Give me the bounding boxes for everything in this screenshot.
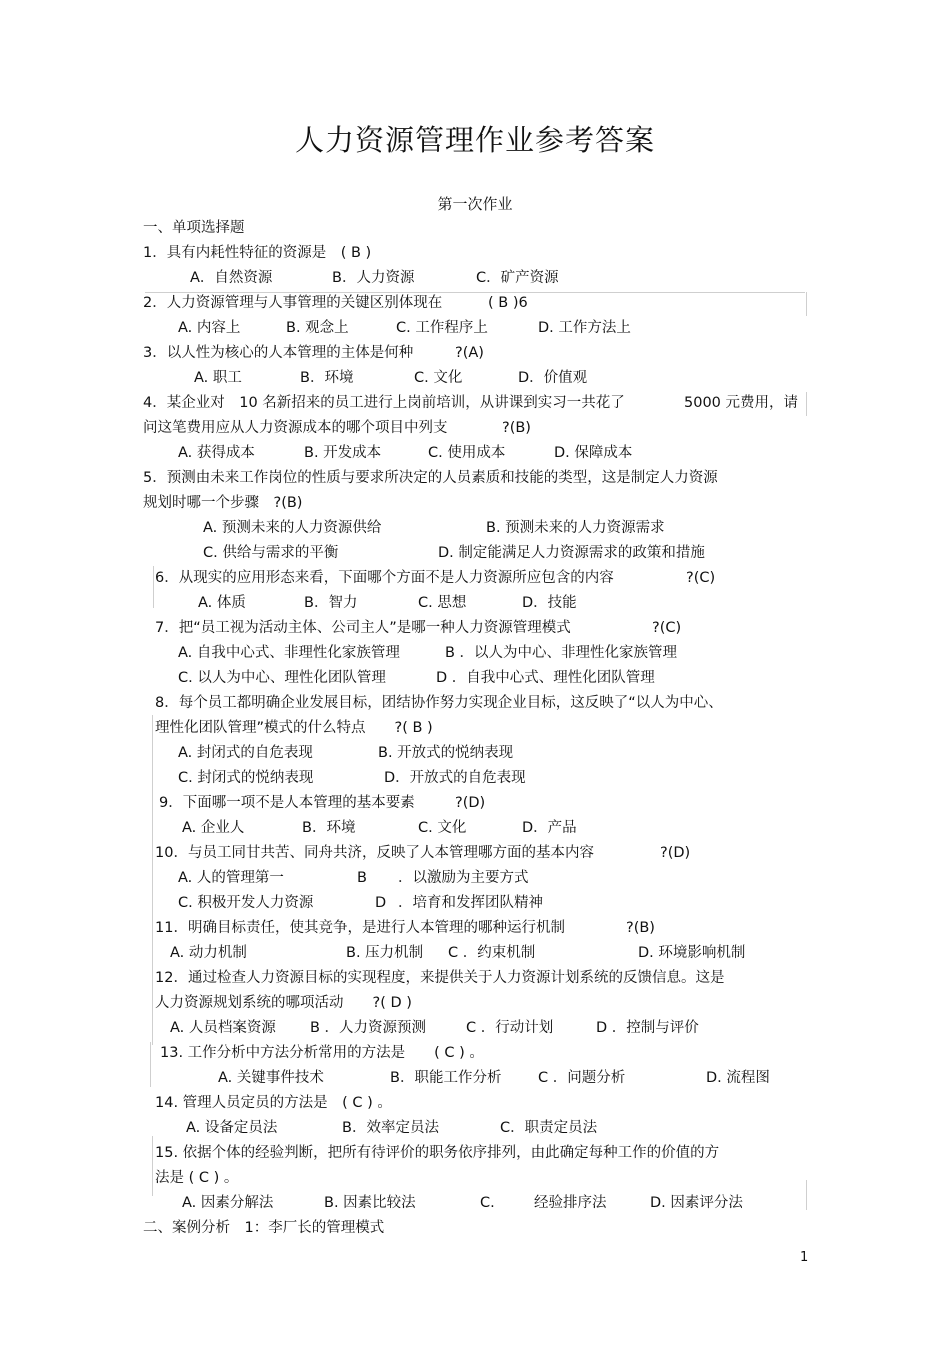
section-heading: 二、案例分析 1：李厂长的管理模式 [143,1220,385,1236]
question-15: 15. 依据个体的经验判断，把所有待评价的职务依序排列，由此确定每种工作的价值的方 [155,1145,720,1161]
option-b: B. 因素比较法 [324,1195,416,1211]
margin-line [152,1136,153,1196]
option-d: D [375,895,387,911]
question-5: 5．预测由未来工作岗位的性质与要求所决定的人员素质和技能的类型，这是制定人力资源 [143,470,718,486]
question-5-cont: 规划时哪一个步骤 ?(B) [143,495,303,511]
option-c: C. 使用成本 [428,445,506,461]
option-c: C. 文化 [418,820,467,836]
option-d: D．价值观 [518,370,588,386]
option-a: A. 人员档案资源 [170,1020,276,1036]
option-c: C ．行动计划 [466,1020,554,1036]
option-d: D ．自我中心式、理性化团队管理 [436,670,655,686]
option-b: B．环境 [300,370,354,386]
margin-line [150,1042,151,1087]
option-c: C ．约束机制 [448,945,536,961]
option-c-text: 经验排序法 [534,1195,607,1211]
question-15-cont: 法是 ( C ) 。 [155,1170,239,1186]
option-b-text: ．以激励为主要方式 [398,870,529,886]
option-b: B. 开放式的悦纳表现 [378,745,514,761]
option-b: B [357,870,367,886]
option-a: A. 关键事件技术 [218,1070,324,1086]
document-page: 人力资源管理作业参考答案 第一次作业 一、单项选择题 1．具有内耗性特征的资源是 ( B ) A．自然资源 B．人力资源 C．矿产资源 2．人力资源管理与人事管理的关键区别体现在 ( B )6 A. 内容上 B. 观念上 C. 工作程序上 D. 工作方法上 3．以人性为核心的人本管理的主体是何种 ?(A) A. 职工 B．环境 C. 文化 D．价值观 4．某企业对 10 名新招来的员工进行上岗前培训，从讲课到实习一共花了 5000 元费用，请 问这笔费用应从人力资源成本的哪个项目中列支 ?(B) A. 获得成本 B. 开发成本 C. 使用成本 D. 保障成本 5．预测由未来工作岗位的性质与要求所决定的人员素质和技能的类型，这是制定人力资源 规划时哪一个步骤 ?(B) A. 预测未来的人力资源供给 B. 预测未来的人力资源需求 C. 供给与需求的平衡 D. 制定能满足人力资源需求的政策和措施 6．从现实的应用形态来看，下面哪个方面不是人力资源所应包含的内容 ?(C) A. 体质 B．智力 C. 思想 D．技能 7．把“员工视为活动主体、公司主人”是哪一种人力资源管理模式 ?(C) A. 自我中心式、非理性化家族管理 B ．以人为中心、非理性化家族管理 C. 以人为中心、理性化团队管理 D ．自我中心式、理性化团队管理 8．每个员工都明确企业发展目标，团结协作努力实现企业目标，这反映了“以人为中心、 理性化团队管理”模式的什么特点 ?( B ) A. 封闭式的自危表现 B. 开放式的悦纳表现 C. 封闭式的悦纳表现 D．开放式的自危表现 9．下面哪一项不是人本管理的基本要素 ?(D) A. 企业人 B．环境 C. 文化 D．产品 10．与员工同甘共苦、同舟共济，反映了人本管理哪方面的基本内容 ?(D) A. 人的管理第一 B ．以激励为主要方式 C. 积极开发人力资源 D ．培育和发挥团队精神 11．明确目标责任，使其竞争，是进行人本管理的哪种运行机制 ?(B) A. 动力机制 B. 压力机制 C ．约束机制 D. 环境影响机制 12．通过检查人力资源目标的实现程度，来提供关于人力资源计划系统的反馈信息。这是 人力资源规划系统的哪项活动 ?( D ) A. 人员档案资源 B ．人力资源预测 C ．行动计划 D ．控制与评价 13. 工作分析中方法分析常用的方法是 ( C ) 。 A. 关键事件技术 B．职能工作分析 C ．问题分析 D. 流程图 14. 管理人员定员的方法是 ( C ) 。 A. 设备定员法 B．效率定员法 C．职责定员法 15. 依据个体的经验判断，把所有待评价的职务依序排列，由此确定每种工作的价值的方 法是 ( C ) 。 A. 因素分解法 B. 因素比较法 C. 经验排序法 D. 因素评分法 二、案例分析 1：李厂长的管理模式 1 [0,0,950,1345]
option-d: D ．控制与评价 [596,1020,699,1036]
margin-line [152,715,153,1045]
option-d: D. 保障成本 [554,445,633,461]
question-14: 14. 管理人员定员的方法是 ( C ) 。 [155,1095,392,1111]
option-c: C. [480,1195,495,1211]
option-c: C. 思想 [418,595,467,611]
option-d: D. 因素评分法 [650,1195,743,1211]
option-b: B. 开发成本 [304,445,382,461]
option-c: C. 以人为中心、理性化团队管理 [178,670,386,686]
option-a: A. 企业人 [182,820,245,836]
option-c: C ．问题分析 [538,1070,626,1086]
page-title: 人力资源管理作业参考答案 [294,123,655,157]
option-a: A. 动力机制 [170,945,247,961]
option-d: D．技能 [522,595,577,611]
option-d: D．产品 [522,820,577,836]
option-c: C．矿产资源 [476,270,559,286]
margin-line [806,1180,807,1210]
option-b: B．环境 [302,820,356,836]
option-b: B．智力 [304,595,358,611]
option-a: A. 职工 [194,370,242,386]
option-b: B．职能工作分析 [390,1070,502,1086]
question-13: 13. 工作分析中方法分析常用的方法是 ( C ) 。 [160,1045,484,1061]
option-c: C. 供给与需求的平衡 [203,545,339,561]
option-c: C. 文化 [414,370,463,386]
option-b: B ．人力资源预测 [310,1020,427,1036]
option-c: C．职责定员法 [500,1120,598,1136]
question-1: 1．具有内耗性特征的资源是 ( B ) [143,245,372,261]
option-a: A. 体质 [198,595,246,611]
option-c: C. 封闭式的悦纳表现 [178,770,314,786]
section-heading: 一、单项选择题 [143,220,245,236]
option-d: D．开放式的自危表现 [384,770,526,786]
option-a: A. 人的管理第一 [178,870,284,886]
margin-line [806,292,807,316]
option-a: A. 设备定员法 [186,1120,278,1136]
option-b: B. 预测未来的人力资源需求 [486,520,665,536]
option-c: C. 积极开发人力资源 [178,895,314,911]
option-d: D. 环境影响机制 [638,945,746,961]
option-a: A. 自我中心式、非理性化家族管理 [178,645,400,661]
option-d: D. 工作方法上 [538,320,631,336]
option-d: D. 制定能满足人力资源需求的政策和措施 [438,545,705,561]
option-c: C. 工作程序上 [396,320,488,336]
option-a: A. 获得成本 [178,445,255,461]
page-number: 1 [800,1250,809,1265]
option-b: B. 压力机制 [346,945,424,961]
option-a: A. 封闭式的自危表现 [178,745,313,761]
option-a: A. 内容上 [178,320,241,336]
margin-line [153,566,154,608]
question-12-cont: 人力资源规划系统的哪项活动 ?( D ) [155,995,412,1011]
question-8-cont: 理性化团队管理”模式的什么特点 ?( B ) [155,720,433,736]
option-d-text: ．培育和发挥团队精神 [398,895,543,911]
margin-line [806,392,807,416]
option-a: A．自然资源 [190,270,273,286]
option-d: D. 流程图 [706,1070,770,1086]
option-a: A. 预测未来的人力资源供给 [203,520,382,536]
question-8: 8．每个员工都明确企业发展目标，团结协作努力实现企业目标，这反映了“以人为中心、 [155,695,723,711]
option-b: B．人力资源 [332,270,415,286]
option-b: B ．以人为中心、非理性化家族管理 [445,645,678,661]
option-b: B. 观念上 [286,320,349,336]
subtitle: 第一次作业 [437,195,513,213]
option-a: A. 因素分解法 [182,1195,274,1211]
question-12: 12．通过检查人力资源目标的实现程度，来提供关于人力资源计划系统的反馈信息。这是 [155,970,725,986]
option-b: B．效率定员法 [342,1120,439,1136]
